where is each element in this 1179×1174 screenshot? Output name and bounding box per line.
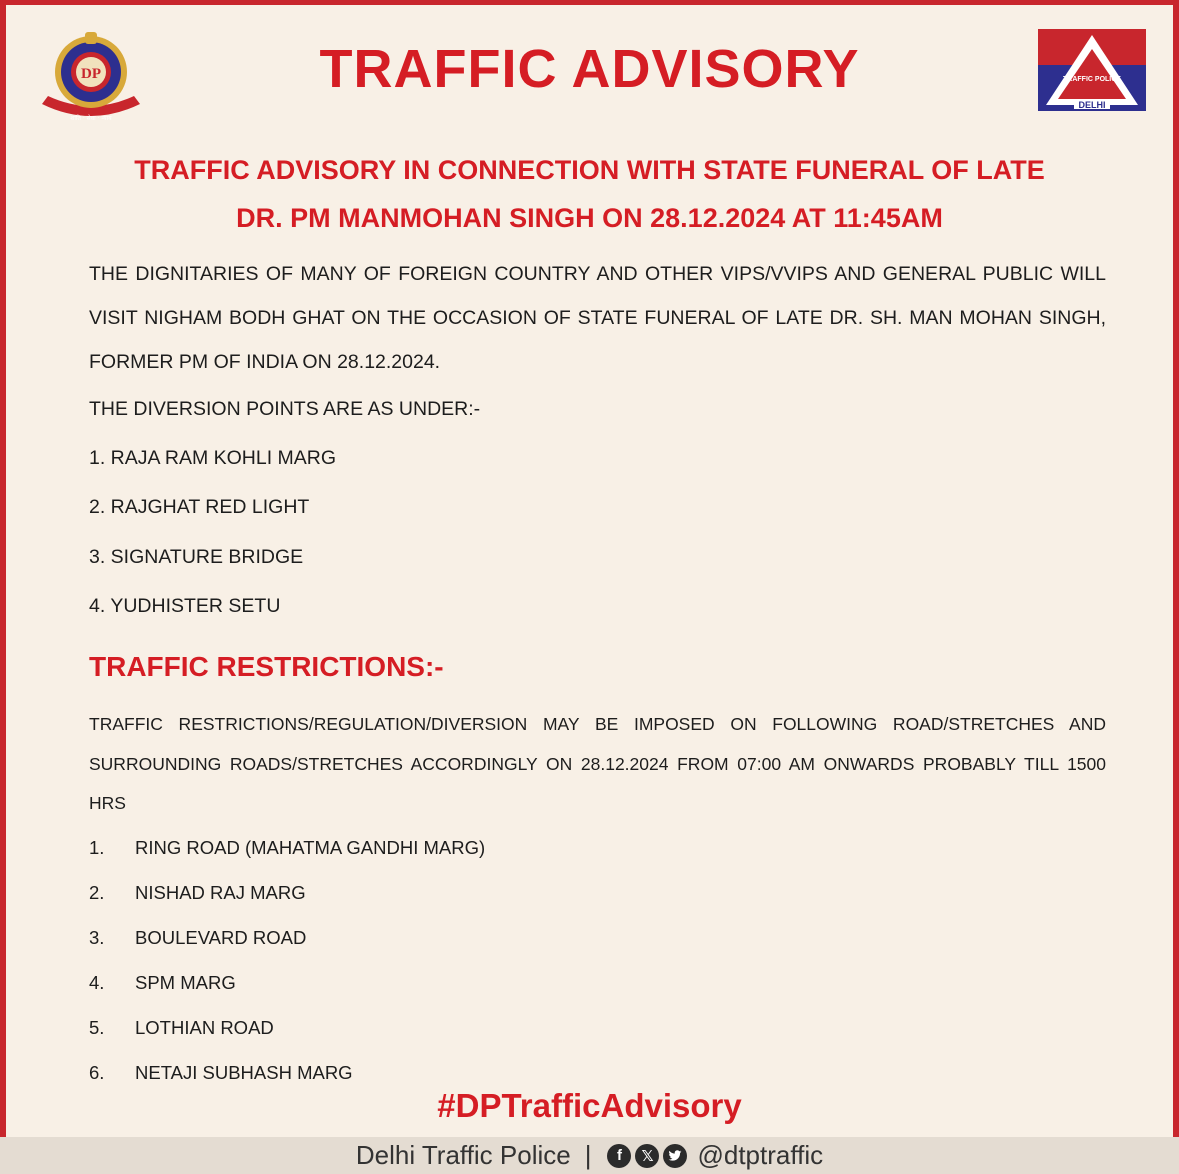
- facebook-icon[interactable]: f: [607, 1144, 631, 1168]
- road-number: 2.: [89, 882, 105, 903]
- road-number: 6.: [89, 1062, 105, 1083]
- hashtag[interactable]: #DPTrafficAdvisory: [437, 1087, 742, 1124]
- headline-line-2: DR. PM MANMOHAN SINGH ON 28.12.2024 AT 11:45AM: [236, 203, 943, 233]
- road-list-item: [89, 837, 485, 859]
- svg-text:DP: DP: [81, 66, 101, 82]
- road-list-item: [89, 882, 306, 904]
- road-number: 4.: [89, 972, 105, 993]
- diversion-point: 2. RAJGHAT RED LIGHT: [89, 496, 310, 518]
- footer-handle[interactable]: @dtptraffic: [697, 1140, 824, 1170]
- road-name: SPM MARG: [135, 972, 236, 993]
- restrictions-paragraph: TRAFFIC RESTRICTIONS/REGULATION/DIVERSION MAY BE IMPOSED ON FOLLOWING ROAD/STRETCHES AND SURROUNDING ROADS/STRETCHES ACCORDINGLY ON 28.12.2024 FROM 07:00 AM ONWARDS PROBABLY TILL 1500 HRS: [89, 714, 1106, 813]
- road-name: BOULEVARD ROAD: [135, 927, 307, 948]
- road-name: RING ROAD (MAHATMA GANDHI MARG): [135, 837, 486, 858]
- road-list-item: [89, 972, 236, 994]
- road-number: 3.: [89, 927, 105, 948]
- svg-text:DELHI: DELHI: [1078, 100, 1106, 110]
- footer-separator: |: [584, 1140, 592, 1170]
- headline-line-1: TRAFFIC ADVISORY IN CONNECTION WITH STATE FUNERAL OF LATE: [134, 155, 1045, 185]
- advisory-headline: [70, 146, 1109, 242]
- road-name: LOTHIAN ROAD: [135, 1017, 274, 1038]
- diversion-point: 1. RAJA RAM KOHLI MARG: [89, 447, 337, 469]
- page-title: TRAFFIC ADVISORY: [319, 39, 860, 99]
- restrictions-heading: TRAFFIC RESTRICTIONS:-: [89, 651, 444, 682]
- road-list-item: [89, 927, 306, 949]
- svg-text:TRAFFIC POLICE: TRAFFIC POLICE: [1063, 76, 1121, 83]
- road-name: NISHAD RAJ MARG: [135, 882, 306, 903]
- road-list-item: [89, 1062, 353, 1084]
- intro-paragraph: THE DIGNITARIES OF MANY OF FOREIGN COUNTRY AND OTHER VIPS/VVIPS AND GENERAL PUBLIC WILL VISIT NIGHAM BODH GHAT ON THE OCCASION OF STATE FUNERAL OF LATE DR. SH. MAN MOHAN SINGH, FORMER PM OF INDIA ON 28.12.2024.: [89, 263, 1106, 373]
- svg-text:शांति · सेवा · न्याय: शांति · सेवा · न्याय: [70, 115, 112, 122]
- footer-bar: [0, 1137, 1179, 1174]
- x-icon[interactable]: 𝕏: [635, 1144, 659, 1168]
- diversion-point: 4. YUDHISTER SETU: [89, 595, 281, 617]
- road-list-item: [89, 1017, 274, 1039]
- diversion-heading: THE DIVERSION POINTS ARE AS UNDER:-: [89, 398, 481, 420]
- diversion-point: 3. SIGNATURE BRIDGE: [89, 546, 304, 568]
- footer-org-name: Delhi Traffic Police: [355, 1140, 571, 1170]
- road-name: NETAJI SUBHASH MARG: [135, 1062, 353, 1083]
- twitter-icon[interactable]: [663, 1144, 687, 1168]
- road-number: 5.: [89, 1017, 105, 1038]
- traffic-police-delhi-logo-icon: [1038, 29, 1146, 111]
- road-number: 1.: [89, 837, 105, 858]
